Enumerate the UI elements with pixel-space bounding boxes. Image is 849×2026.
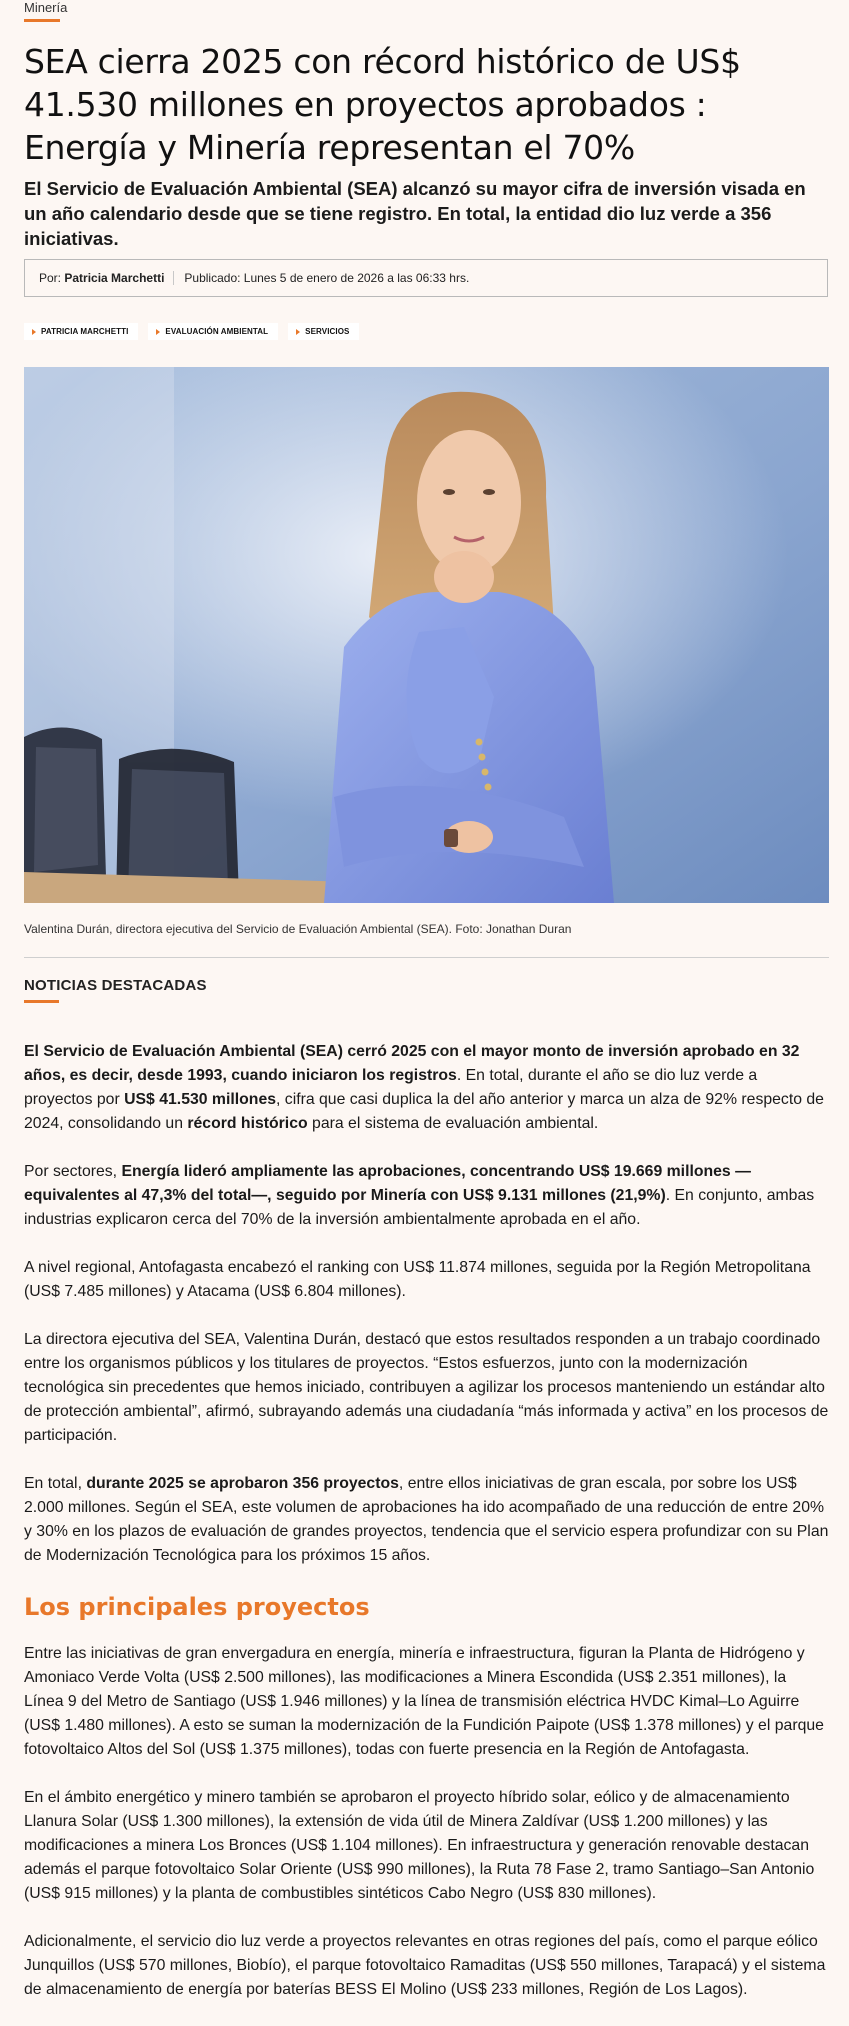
article-paragraph (24, 1256, 829, 1304)
text-run: . En conjunto, ambas industrias explicaron cerca del 70% de la inversión ambientalmente aprobada en el año. (24, 1187, 815, 1228)
photo-caption: Valentina Durán, directora ejecutiva del Servicio de Evaluación Ambiental (SEA). Foto: Jonathan Duran (24, 922, 572, 936)
text-run: Por sectores, (24, 1163, 122, 1180)
portrait-image (24, 367, 829, 903)
tag-label[interactable]: EVALUACIÓN AMBIENTAL (165, 327, 269, 336)
text-run: A nivel regional, Antofagasta encabezó el ranking con US$ 11.874 millones, seguida por la Región Metropolitana (US$ 7.485 millones) y Atacama (US$ 6.804 millones). (24, 1259, 811, 1300)
article-paragraph (24, 1786, 829, 1906)
tag-label[interactable]: PATRICIA MARCHETTI (41, 327, 129, 336)
category-underline (24, 19, 60, 22)
section-label: NOTICIAS DESTACADAS (24, 977, 207, 994)
article-paragraph (24, 1642, 829, 1762)
article-paragraph (24, 1328, 829, 1448)
tag-label[interactable]: SERVICIOS (305, 327, 350, 336)
text-run: En el ámbito energético y minero también se aprobaron el proyecto híbrido solar, eólico y de almacenamiento Llanura Solar (US$ 1.300 millones), la extensión de vida útil de Minera Zaldívar (US$ 1.200 millones) y las modificaciones a minera Los Bronces (US$ 1.104 millones). En infraestructura y generación renovable destacan además el parque fotovoltaico Solar Oriente (US$ 990 millones), la Ruta 78 Fase 2, tramo Santiago–San Antonio (US$ 915 millones) y la planta de combustibles sintéticos Cabo Negro (US$ 830 millones). (24, 1789, 815, 1902)
text-run: . En total, durante el año se dio luz verde a proyectos por (24, 1067, 758, 1108)
triangle-icon (296, 329, 300, 335)
byline-box (24, 259, 828, 297)
bold-text: Energía lideró ampliamente las aprobaciones, concentrando US$ 19.669 millones —equivalentes al 47,3% del total—, seguido por Minería con US$ 9.131 millones (21,9%) (24, 1163, 751, 1204)
bold-text: El Servicio de Evaluación Ambiental (SEA) cerró 2025 con el mayor monto de inversión aprobado en 32 años, es decir, desde 1993, cuando iniciaron los registros (24, 1043, 800, 1084)
article-photo (24, 367, 829, 903)
article-subhead: El Servicio de Evaluación Ambiental (SEA) alcanzó su mayor cifra de inversión visada en un año calendario desde que se tiene registro. En total, la entidad dio luz verde a 356 iniciativas. (24, 178, 806, 249)
article-paragraph (24, 1160, 829, 1232)
tag-link[interactable] (148, 323, 278, 340)
text-run: En total, (24, 1475, 87, 1492)
article-headline: SEA cierra 2025 con récord histórico de US$ 41.530 millones en proyectos aprobados : Energía y Minería representan el 70% (24, 42, 741, 167)
bold-text: US$ 41.530 millones (124, 1091, 277, 1108)
triangle-icon (32, 329, 36, 335)
article-paragraph (24, 1472, 829, 1568)
section-heading: Los principales proyectos (24, 1593, 370, 1621)
published-date: Publicado: Lunes 5 de enero de 2026 a las 06:33 hrs. (184, 271, 470, 285)
article-body (24, 1040, 829, 2026)
text-run: La directora ejecutiva del SEA, Valentina Durán, destacó que estos resultados responden a un trabajo coordinado entre los organismos públicos y los titulares de proyectos. “Estos esfuerzos, junto con la modernización tecnológica sin precedentes que hemos iniciado, contribuyen a agilizar los procesos manteniendo un estándar alto de protección ambiental”, afirmó, subrayando además una ciudadanía “más informada y activa” en los procesos de participación. (24, 1331, 829, 1444)
tag-link[interactable] (24, 323, 138, 340)
tag-list (24, 323, 828, 340)
category-link[interactable] (24, 0, 828, 18)
author-name[interactable]: Patricia Marchetti (64, 271, 165, 285)
text-run: , entre ellos iniciativas de gran escala, por sobre los US$ 2.000 millones. Según el SEA, este volumen de aprobaciones ha ido acompañado de una reducción de entre 20% y 30% en los plazos de evaluación de grandes proyectos, tendencia que el servicio espera profundizar con su Plan de Modernización Tecnológica para los próximos 15 años. (24, 1475, 829, 1564)
triangle-icon (156, 329, 160, 335)
text-run: , cifra que casi duplica la del año anterior y marca un alza de 92% respecto de 2024, consolidando un (24, 1091, 824, 1132)
text-run: Entre las iniciativas de gran envergadura en energía, minería e infraestructura, figuran la Planta de Hidrógeno y Amoniaco Verde Volta (US$ 2.500 millones), las modificaciones a Minera Escondida (US$ 2.351 millones), la Línea 9 del Metro de Santiago (US$ 1.946 millones) y la línea de transmisión eléctrica HVDC Kimal–Lo Aguirre (US$ 1.480 millones). A esto se suman la modernización de la Fundición Paipote (US$ 1.378 millones) y el parque fotovoltaico Altos del Sol (US$ 1.375 millones), todas con fuerte presencia en la Región de Antofagasta. (24, 1645, 824, 1758)
text-run: Adicionalmente, el servicio dio luz verde a proyectos relevantes en otras regiones del país, como el parque eólico Junquillos (US$ 570 millones, Biobío), el parque fotovoltaico Ramaditas (US$ 550 millones, Tarapacá) y el sistema de almacenamiento de energía por baterías BESS El Molino (US$ 233 millones, Región de Los Lagos). (24, 1933, 826, 1998)
article-paragraph (24, 1930, 829, 2002)
article-paragraph (24, 1040, 829, 1136)
byline-author (25, 271, 174, 285)
bold-text: récord histórico (187, 1115, 308, 1132)
text-run: para el sistema de evaluación ambiental. (307, 1115, 599, 1132)
tag-link[interactable] (288, 323, 359, 340)
section-underline (24, 1000, 59, 1003)
bold-text: durante 2025 se aprobaron 356 proyectos (86, 1475, 399, 1492)
category-label[interactable]: Minería (24, 0, 68, 15)
byline-prefix: Por: (39, 271, 62, 285)
divider (24, 957, 829, 958)
